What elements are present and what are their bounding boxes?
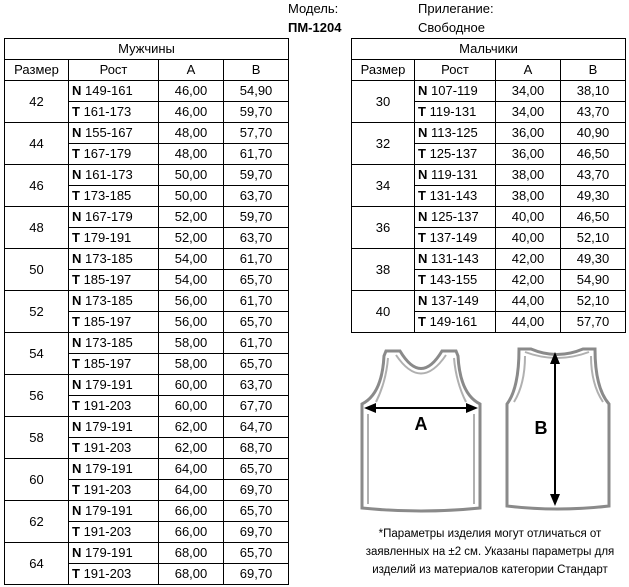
height-cell — [69, 564, 159, 585]
header-height: Рост — [415, 60, 496, 81]
table-row — [5, 123, 289, 144]
size-cell: 40 — [352, 291, 415, 333]
value-b-cell: 59,70 — [224, 207, 289, 228]
value-a-cell: 56,00 — [159, 312, 224, 333]
value-a-cell: 40,00 — [496, 207, 561, 228]
size-cell: 60 — [5, 459, 69, 501]
height-prefix: N — [72, 419, 82, 434]
height-range: 179-191 — [85, 461, 133, 476]
value-a-cell: 60,00 — [159, 396, 224, 417]
value-a-cell: 62,00 — [159, 417, 224, 438]
height-prefix: T — [418, 188, 426, 203]
height-cell — [69, 291, 159, 312]
table-row — [5, 249, 289, 270]
height-range: 179-191 — [85, 419, 133, 434]
size-cell: 48 — [5, 207, 69, 249]
height-cell — [415, 207, 496, 228]
value-b-cell: 65,70 — [224, 312, 289, 333]
height-cell — [69, 123, 159, 144]
height-prefix: N — [72, 377, 82, 392]
height-range: 173-185 — [85, 335, 133, 350]
height-range: 191-203 — [83, 398, 132, 413]
height-range: 167-179 — [83, 146, 132, 161]
height-cell — [69, 228, 159, 249]
value-b-cell: 63,70 — [224, 228, 289, 249]
value-b-cell: 46,50 — [561, 207, 626, 228]
height-cell — [69, 438, 159, 459]
size-cell: 30 — [352, 81, 415, 123]
model-label: Модель: — [288, 1, 339, 16]
height-prefix: N — [72, 461, 82, 476]
fit-value: Свободное — [418, 20, 485, 35]
header-size: Размер — [5, 60, 69, 81]
height-range: 185-197 — [83, 272, 132, 287]
header-height: Рост — [69, 60, 159, 81]
value-b-cell: 46,50 — [561, 144, 626, 165]
height-cell — [69, 375, 159, 396]
height-prefix: N — [418, 209, 428, 224]
height-cell — [69, 417, 159, 438]
height-cell — [415, 249, 496, 270]
measure-label-b: B — [534, 418, 548, 438]
height-prefix: N — [72, 503, 82, 518]
height-cell — [69, 165, 159, 186]
height-range: 173-185 — [83, 188, 132, 203]
height-cell — [415, 165, 496, 186]
value-b-cell: 63,70 — [224, 375, 289, 396]
height-cell — [69, 501, 159, 522]
value-a-cell: 68,00 — [159, 564, 224, 585]
height-range: 155-167 — [85, 125, 133, 140]
height-range: 137-149 — [431, 293, 479, 308]
height-prefix: T — [72, 398, 80, 413]
header-b: B — [561, 60, 626, 81]
height-range: 149-161 — [429, 314, 478, 329]
height-range: 185-197 — [83, 314, 132, 329]
note-line-1: *Параметры изделия могут отличаться от — [378, 528, 602, 540]
height-cell — [415, 312, 496, 333]
value-a-cell: 44,00 — [496, 312, 561, 333]
value-a-cell: 68,00 — [159, 543, 224, 564]
table-row — [352, 291, 626, 312]
value-a-cell: 50,00 — [159, 186, 224, 207]
value-b-cell: 64,70 — [224, 417, 289, 438]
table-row — [5, 165, 289, 186]
height-prefix: N — [72, 545, 82, 560]
height-cell — [69, 480, 159, 501]
height-cell — [415, 81, 496, 102]
height-prefix: N — [418, 83, 428, 98]
value-a-cell: 40,00 — [496, 228, 561, 249]
height-prefix: T — [72, 482, 80, 497]
value-a-cell: 54,00 — [159, 249, 224, 270]
table-row — [5, 459, 289, 480]
boys-size-table — [351, 38, 626, 333]
table-header-row — [5, 60, 289, 81]
table-row — [352, 81, 626, 102]
value-a-cell: 60,00 — [159, 375, 224, 396]
value-a-cell: 56,00 — [159, 291, 224, 312]
value-a-cell: 36,00 — [496, 123, 561, 144]
height-range: 119-131 — [431, 167, 478, 182]
value-b-cell: 59,70 — [224, 102, 289, 123]
height-cell — [69, 144, 159, 165]
table-row — [5, 291, 289, 312]
value-b-cell: 40,90 — [561, 123, 626, 144]
height-range: 143-155 — [429, 272, 478, 287]
size-cell: 54 — [5, 333, 69, 375]
height-range: 191-203 — [83, 524, 132, 539]
value-b-cell: 52,10 — [561, 291, 626, 312]
value-a-cell: 34,00 — [496, 81, 561, 102]
table-header-row — [352, 60, 626, 81]
value-a-cell: 52,00 — [159, 207, 224, 228]
value-b-cell: 54,90 — [561, 270, 626, 291]
height-cell — [415, 123, 496, 144]
value-b-cell: 67,70 — [224, 396, 289, 417]
height-range: 131-143 — [431, 251, 479, 266]
value-b-cell: 61,70 — [224, 291, 289, 312]
value-b-cell: 61,70 — [224, 249, 289, 270]
table-row — [352, 123, 626, 144]
height-range: 119-131 — [429, 104, 477, 119]
size-cell: 64 — [5, 543, 69, 585]
value-a-cell: 58,00 — [159, 333, 224, 354]
height-cell — [69, 312, 159, 333]
height-range: 173-185 — [85, 293, 133, 308]
table-title: Мужчины — [5, 39, 289, 60]
size-cell: 62 — [5, 501, 69, 543]
value-a-cell: 46,00 — [159, 102, 224, 123]
table-title-row — [352, 39, 626, 60]
note-line-3: изделий из материалов категории Стандарт — [372, 564, 608, 576]
value-a-cell: 62,00 — [159, 438, 224, 459]
height-cell — [69, 186, 159, 207]
height-prefix: T — [72, 314, 80, 329]
value-b-cell: 57,70 — [561, 312, 626, 333]
value-b-cell: 38,10 — [561, 81, 626, 102]
size-cell: 44 — [5, 123, 69, 165]
height-prefix: N — [72, 125, 82, 140]
size-cell: 34 — [352, 165, 415, 207]
height-prefix: N — [418, 293, 428, 308]
height-prefix: N — [72, 209, 82, 224]
height-range: 173-185 — [85, 251, 133, 266]
fit-label: Прилегание: — [418, 1, 494, 16]
table-title-row — [5, 39, 289, 60]
height-range: 185-197 — [83, 356, 132, 371]
height-range: 137-149 — [429, 230, 478, 245]
height-prefix: T — [72, 230, 80, 245]
height-cell — [69, 207, 159, 228]
value-b-cell: 43,70 — [561, 165, 626, 186]
height-range: 191-203 — [83, 566, 132, 581]
height-cell — [69, 270, 159, 291]
table-row — [5, 417, 289, 438]
value-b-cell: 54,90 — [224, 81, 289, 102]
value-b-cell: 65,70 — [224, 501, 289, 522]
value-a-cell: 34,00 — [496, 102, 561, 123]
tank-top-front-diagram — [356, 346, 486, 518]
height-prefix: T — [418, 314, 426, 329]
table-row — [352, 249, 626, 270]
value-a-cell: 48,00 — [159, 123, 224, 144]
header-a: A — [496, 60, 561, 81]
value-a-cell: 38,00 — [496, 165, 561, 186]
height-prefix: T — [72, 146, 80, 161]
value-a-cell: 38,00 — [496, 186, 561, 207]
value-a-cell: 66,00 — [159, 501, 224, 522]
height-prefix: T — [418, 104, 426, 119]
height-prefix: T — [418, 272, 426, 287]
header-size: Размер — [352, 60, 415, 81]
height-cell — [69, 396, 159, 417]
value-a-cell: 52,00 — [159, 228, 224, 249]
value-a-cell: 48,00 — [159, 144, 224, 165]
height-cell — [69, 354, 159, 375]
size-cell: 52 — [5, 291, 69, 333]
height-prefix: N — [72, 167, 82, 182]
height-cell — [415, 186, 496, 207]
height-range: 191-203 — [83, 482, 132, 497]
note-line-2: заявленных на ±2 см. Указаны параметры для — [365, 546, 615, 558]
size-cell: 38 — [352, 249, 415, 291]
value-b-cell: 57,70 — [224, 123, 289, 144]
height-cell — [69, 102, 159, 123]
height-range: 191-203 — [83, 440, 132, 455]
header-a: A — [159, 60, 224, 81]
value-a-cell: 58,00 — [159, 354, 224, 375]
height-range: 161-173 — [85, 167, 133, 182]
disclaimer-note — [354, 525, 626, 579]
height-range: 179-191 — [85, 503, 133, 518]
table-row — [5, 375, 289, 396]
size-cell: 56 — [5, 375, 69, 417]
height-range: 125-137 — [429, 146, 478, 161]
model-value: ПМ-1204 — [288, 20, 342, 35]
value-b-cell: 61,70 — [224, 144, 289, 165]
height-cell — [69, 522, 159, 543]
value-a-cell: 66,00 — [159, 522, 224, 543]
height-prefix: N — [72, 83, 82, 98]
height-range: 179-191 — [83, 230, 132, 245]
value-b-cell: 68,70 — [224, 438, 289, 459]
height-prefix: T — [72, 104, 80, 119]
height-cell — [69, 81, 159, 102]
height-prefix: T — [72, 440, 80, 455]
size-cell: 46 — [5, 165, 69, 207]
value-b-cell: 69,70 — [224, 564, 289, 585]
height-prefix: T — [72, 524, 80, 539]
header-b: B — [224, 60, 289, 81]
height-cell — [415, 270, 496, 291]
value-b-cell: 65,70 — [224, 459, 289, 480]
height-cell — [415, 144, 496, 165]
size-cell: 32 — [352, 123, 415, 165]
height-prefix: T — [418, 146, 426, 161]
value-a-cell: 42,00 — [496, 249, 561, 270]
height-range: 107-119 — [431, 83, 478, 98]
table-row — [5, 543, 289, 564]
height-range: 131-143 — [429, 188, 478, 203]
value-b-cell: 49,30 — [561, 186, 626, 207]
height-prefix: N — [72, 335, 82, 350]
table-row — [352, 165, 626, 186]
value-b-cell: 59,70 — [224, 165, 289, 186]
value-a-cell: 54,00 — [159, 270, 224, 291]
height-prefix: T — [72, 188, 80, 203]
height-cell — [69, 543, 159, 564]
value-b-cell: 43,70 — [561, 102, 626, 123]
value-b-cell: 65,70 — [224, 354, 289, 375]
value-b-cell: 63,70 — [224, 186, 289, 207]
value-a-cell: 50,00 — [159, 165, 224, 186]
value-a-cell: 64,00 — [159, 459, 224, 480]
table-row — [352, 207, 626, 228]
value-b-cell: 69,70 — [224, 480, 289, 501]
height-cell — [69, 459, 159, 480]
value-b-cell: 61,70 — [224, 333, 289, 354]
table-row — [5, 333, 289, 354]
table-row — [5, 81, 289, 102]
table-row — [5, 207, 289, 228]
height-range: 161-173 — [83, 104, 132, 119]
height-cell — [415, 102, 496, 123]
tank-top-back-diagram — [503, 344, 615, 514]
measure-label-a: A — [414, 414, 428, 434]
height-prefix: N — [418, 251, 428, 266]
height-range: 149-161 — [85, 83, 133, 98]
height-cell — [415, 291, 496, 312]
height-prefix: N — [418, 167, 428, 182]
height-prefix: T — [72, 566, 80, 581]
height-range: 125-137 — [431, 209, 479, 224]
size-cell: 58 — [5, 417, 69, 459]
height-range: 179-191 — [85, 377, 133, 392]
value-b-cell: 65,70 — [224, 270, 289, 291]
height-range: 179-191 — [85, 545, 133, 560]
height-prefix: N — [72, 251, 82, 266]
value-b-cell: 49,30 — [561, 249, 626, 270]
height-prefix: N — [418, 125, 428, 140]
table-title: Мальчики — [352, 39, 626, 60]
height-prefix: T — [72, 356, 80, 371]
height-cell — [415, 228, 496, 249]
table-row — [5, 501, 289, 522]
height-prefix: T — [418, 230, 426, 245]
height-cell — [69, 333, 159, 354]
men-size-table — [4, 38, 289, 585]
height-prefix: T — [72, 272, 80, 287]
height-cell — [69, 249, 159, 270]
value-a-cell: 46,00 — [159, 81, 224, 102]
value-b-cell: 52,10 — [561, 228, 626, 249]
tank-top-back-outline — [507, 349, 609, 509]
value-b-cell: 65,70 — [224, 543, 289, 564]
value-b-cell: 69,70 — [224, 522, 289, 543]
value-a-cell: 42,00 — [496, 270, 561, 291]
value-a-cell: 44,00 — [496, 291, 561, 312]
height-prefix: N — [72, 293, 82, 308]
value-a-cell: 36,00 — [496, 144, 561, 165]
height-range: 113-125 — [431, 125, 478, 140]
size-cell: 50 — [5, 249, 69, 291]
height-range: 167-179 — [85, 209, 133, 224]
value-a-cell: 64,00 — [159, 480, 224, 501]
size-cell: 36 — [352, 207, 415, 249]
size-cell: 42 — [5, 81, 69, 123]
